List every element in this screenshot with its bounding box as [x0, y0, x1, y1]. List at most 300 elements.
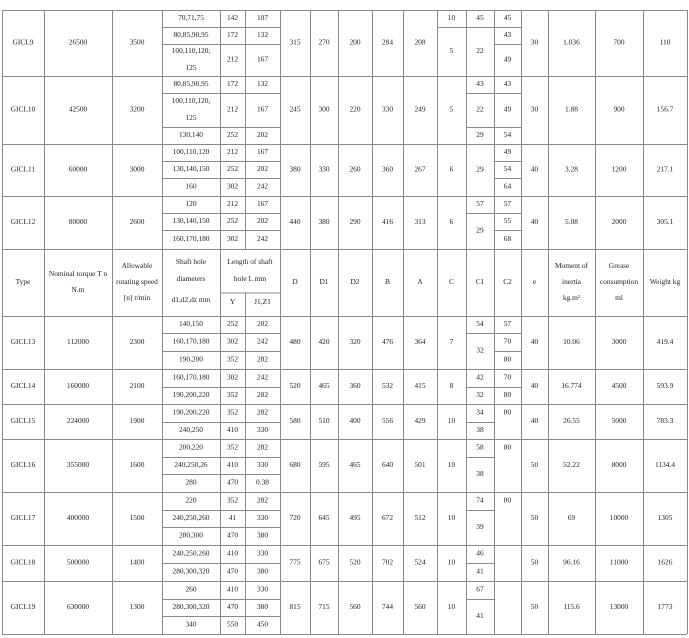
cell-C: 10: [447, 13, 456, 23]
cell-B: 416: [381, 217, 394, 227]
cell-shaft-diameter: 130,140: [178, 130, 204, 140]
cell-C2: 55: [503, 216, 512, 226]
cell-C1: 41: [476, 566, 484, 576]
cell-C2: 57: [503, 199, 512, 209]
header-y: Y: [229, 297, 236, 307]
cell-D1: 330: [318, 164, 330, 174]
cell-torque: 630000: [66, 602, 90, 612]
cell-grease: 4500: [611, 381, 627, 391]
cell-shaft-diameter: 160,170,180: [172, 372, 210, 382]
cell-e: 50: [530, 460, 539, 470]
cell-D2: 290: [349, 217, 361, 227]
cell-shaft-diameter: 340: [185, 619, 197, 629]
cell-B: 284: [381, 37, 394, 47]
cell-C2: 45: [503, 13, 512, 23]
cell-D: 380: [289, 164, 301, 174]
cell-length-y: 410: [226, 584, 239, 594]
cell-shaft-diameter: 190,200,220: [172, 407, 210, 417]
cell-length-y: 142: [226, 13, 239, 23]
cell-length-j1z1: 330: [256, 460, 269, 470]
cell-shaft-diameter: 260: [185, 584, 197, 594]
cell-C1: 43: [476, 79, 484, 89]
cell-shaft-diameter: 220: [185, 495, 197, 505]
cell-length-j1z1: 330: [256, 548, 269, 558]
cell-C1: 34: [476, 407, 484, 417]
cell-C2: 80: [503, 442, 512, 452]
cell-C1: 67: [476, 584, 484, 594]
cell-D1: 300: [318, 104, 330, 114]
cell-C2: 70: [503, 372, 512, 382]
cell-length-y: 212: [226, 147, 239, 157]
header-type: Type: [15, 277, 31, 287]
cell-length-y: 212: [226, 104, 239, 114]
cell-C1: 46: [476, 548, 484, 558]
cell-torque: 60000: [68, 164, 88, 174]
cell-B: 330: [381, 104, 394, 114]
cell-length-y: 252: [226, 319, 239, 329]
cell-grease: 900: [613, 104, 625, 114]
cell-length-y: 172: [226, 30, 239, 40]
cell-C1: 22: [476, 46, 484, 56]
cell-length-y: 470: [226, 602, 239, 612]
cell-speed: 3200: [129, 104, 145, 114]
cell-length-j1z1: 330: [256, 584, 269, 594]
header-speed: rotating speed: [116, 277, 158, 287]
cell-inertia: 26.55: [563, 416, 580, 426]
cell-inertia: 69: [567, 513, 576, 523]
cell-length-j1z1: 282: [256, 407, 269, 417]
cell-D2: 220: [349, 104, 361, 114]
cell-D: 580: [289, 416, 301, 426]
cell-torque: 80000: [68, 217, 88, 227]
header-C1: C1: [475, 277, 485, 287]
header-shaft-length: Length of shaft: [227, 257, 273, 267]
cell-C2: 80: [503, 495, 512, 505]
cell-length-j1z1: 380: [256, 566, 269, 576]
cell-shaft-diameter: 280,300,320: [172, 602, 210, 612]
cell-C: 5: [449, 104, 454, 114]
cell-torque: 400000: [66, 513, 90, 523]
cell-shaft-diameter: 280: [185, 477, 197, 487]
cell-shaft-diameter: 120: [185, 199, 197, 209]
cell-speed: 1400: [129, 557, 145, 567]
cell-type: GICL11: [10, 164, 36, 174]
cell-D2: 465: [349, 460, 361, 470]
cell-D1: 380: [318, 217, 330, 227]
cell-torque: 112000: [67, 337, 89, 347]
cell-D1: 510: [318, 416, 330, 426]
cell-inertia: 5.08: [565, 217, 578, 227]
cell-C: 6: [449, 164, 454, 174]
header-shaft-length: hole L mm: [233, 274, 267, 284]
cell-shaft-diameter: 80,85,90,95: [173, 30, 209, 40]
cell-e: 40: [530, 164, 539, 174]
cell-D1: 420: [318, 337, 330, 347]
cell-length-j1z1: 107: [256, 13, 269, 23]
table-cell-texts: [11, 13, 681, 629]
cell-length-j1z1: 282: [256, 354, 269, 364]
cell-length-y: 302: [226, 234, 239, 244]
cell-length-y: 302: [226, 336, 239, 346]
cell-B: 640: [381, 460, 394, 470]
cell-A: 267: [414, 164, 426, 174]
cell-length-j1z1: 132: [256, 79, 269, 89]
cell-D: 815: [289, 602, 301, 612]
cell-B: 744: [381, 602, 394, 612]
cell-shaft-diameter: 280,300,320: [172, 566, 210, 576]
header-grease: consumption: [599, 277, 639, 287]
cell-length-y: 302: [226, 372, 239, 382]
cell-e: 40: [530, 381, 539, 391]
header-torque: N.m: [71, 285, 85, 295]
header-D1: D1: [319, 277, 329, 287]
cell-length-y: 252: [226, 164, 239, 174]
cell-length-j1z1: 380: [256, 602, 269, 612]
cell-shaft-diameter: 240,250,260: [172, 548, 210, 558]
cell-D2: 560: [349, 602, 361, 612]
cell-e: 30: [530, 37, 539, 47]
cell-A: 560: [414, 602, 426, 612]
cell-A: 364: [414, 337, 426, 347]
cell-D2: 320: [349, 337, 361, 347]
cell-type: GICL9: [12, 37, 34, 47]
cell-e: 30: [530, 104, 539, 114]
cell-length-j1z1: 202: [256, 319, 269, 329]
cell-length-y: 410: [226, 460, 239, 470]
cell-D1: 675: [318, 557, 330, 567]
cell-C2: 80: [503, 354, 512, 364]
header-j1z1: J1,Z1: [254, 297, 271, 307]
cell-C1: 29: [476, 225, 484, 235]
header-D2: D2: [350, 277, 360, 287]
cell-C1: 32: [476, 345, 484, 355]
header-shaft-diam: Shaft hole: [175, 257, 207, 267]
cell-D2: 360: [349, 381, 361, 391]
cell-length-j1z1: 242: [256, 336, 269, 346]
cell-B: 532: [381, 381, 394, 391]
cell-length-j1z1: 330: [256, 425, 269, 435]
cell-inertia: 96.16: [563, 557, 580, 567]
cell-length-y: 470: [226, 566, 239, 576]
cell-C1: 38: [476, 425, 484, 435]
cell-speed: 1600: [129, 460, 145, 470]
cell-shaft-diameter: 200,220: [178, 442, 204, 452]
cell-speed: 1500: [129, 513, 145, 523]
header-inertia: Moment of: [554, 261, 589, 271]
cell-length-j1z1: 167: [256, 104, 269, 114]
table-grid-lines: [2, 10, 688, 635]
cell-C2: 80: [503, 390, 512, 400]
header-D: D: [292, 277, 298, 287]
cell-type: GICL10: [10, 104, 36, 114]
cell-length-y: 172: [226, 79, 239, 89]
header-grease: ml: [615, 293, 623, 303]
cell-C: 8: [449, 381, 454, 391]
cell-weight: 1773: [657, 602, 673, 612]
cell-C2: 70: [503, 336, 512, 346]
cell-shaft-diameter: 70,71,75: [178, 13, 204, 23]
cell-B: 702: [381, 557, 394, 567]
cell-length-y: 470: [226, 530, 239, 540]
cell-grease: 700: [613, 37, 625, 47]
cell-grease: 2000: [611, 217, 627, 227]
cell-A: 501: [414, 460, 426, 470]
cell-C1: 45: [476, 13, 484, 23]
cell-shaft-diameter: 100,110,120,: [171, 46, 211, 56]
cell-e: 40: [530, 337, 539, 347]
cell-torque: 42500: [68, 104, 88, 114]
cell-C1: 54: [476, 319, 484, 329]
cell-length-j1z1: 282: [256, 442, 269, 452]
cell-C: 6: [449, 217, 454, 227]
cell-C1: 38: [476, 469, 484, 479]
cell-D: 520: [289, 381, 301, 391]
cell-D2: 400: [349, 416, 361, 426]
cell-grease: 10000: [609, 513, 629, 523]
cell-length-j1z1: 132: [256, 30, 269, 40]
cell-weight: 217.1: [656, 164, 674, 174]
cell-inertia: 1.036: [563, 37, 580, 47]
cell-weight: 1626: [657, 557, 673, 567]
cell-D2: 495: [349, 513, 361, 523]
cell-speed: 3500: [129, 37, 145, 47]
cell-weight: 156.7: [656, 104, 674, 114]
cell-A: 524: [414, 557, 426, 567]
cell-D1: 595: [318, 460, 330, 470]
cell-weight: 110: [659, 37, 671, 47]
cell-length-y: 252: [226, 216, 239, 226]
cell-speed: 1900: [129, 416, 145, 426]
cell-D: 315: [289, 37, 301, 47]
cell-length-y: 352: [226, 407, 239, 417]
cell-C: 10: [447, 557, 456, 567]
cell-C1: 41: [476, 611, 484, 621]
cell-shaft-diameter: 240,250: [178, 425, 204, 435]
header-C2: C2: [503, 277, 512, 287]
header-B: B: [385, 277, 390, 287]
cell-type: GICL19: [10, 602, 36, 612]
cell-shaft-diameter: 160,170,180: [172, 336, 210, 346]
cell-weight: 1134.4: [654, 460, 676, 470]
cell-grease: 13000: [609, 602, 629, 612]
cell-length-y: 410: [226, 425, 239, 435]
cell-grease: 8000: [611, 460, 627, 470]
cell-torque: 355000: [66, 460, 90, 470]
cell-length-j1z1: 282: [256, 495, 269, 505]
cell-speed: 1300: [129, 602, 145, 612]
cell-type: GICL16: [10, 460, 36, 470]
cell-e: 40: [530, 217, 539, 227]
cell-D: 440: [289, 217, 301, 227]
cell-weight: 593.9: [656, 381, 674, 391]
cell-C2: 43: [503, 79, 512, 89]
cell-grease: 11000: [609, 557, 629, 567]
cell-shaft-diameter: 125: [185, 113, 197, 123]
cell-B: 476: [381, 337, 394, 347]
cell-C1: 22: [476, 104, 484, 114]
cell-length-j1z1: 380: [256, 530, 269, 540]
cell-length-y: 550: [226, 619, 239, 629]
cell-shaft-diameter: 280,300: [178, 530, 204, 540]
cell-shaft-diameter: 190,200: [178, 354, 204, 364]
cell-weight: 783.3: [656, 416, 674, 426]
cell-torque: 500000: [66, 557, 90, 567]
cell-C: 10: [447, 513, 456, 523]
cell-torque: 224000: [66, 416, 90, 426]
cell-D1: 270: [318, 37, 330, 47]
header-C: C: [449, 277, 454, 287]
cell-length-y: 41: [228, 513, 237, 523]
cell-C: 7: [449, 337, 454, 347]
cell-C2: 64: [503, 181, 512, 191]
cell-inertia: 10.06: [563, 337, 580, 347]
cell-type: GICL14: [10, 381, 36, 391]
cell-C1: 58: [476, 442, 484, 452]
cell-length-j1z1: 202: [256, 216, 269, 226]
cell-shaft-diameter: 130,140,150: [172, 164, 210, 174]
cell-e: 50: [530, 602, 539, 612]
cell-inertia: 115.6: [563, 602, 580, 612]
cell-C1: 42: [476, 372, 484, 382]
cell-C2: 54: [503, 130, 512, 140]
cell-B: 360: [381, 164, 394, 174]
cell-torque: 26500: [68, 37, 88, 47]
cell-length-j1z1: 167: [256, 147, 269, 157]
cell-type: GICL18: [10, 557, 36, 567]
cell-D: 680: [289, 460, 301, 470]
cell-shaft-diameter: 240,250,260: [172, 513, 210, 523]
cell-C1: 57: [476, 199, 484, 209]
cell-D: 775: [289, 557, 301, 567]
cell-type: GICL13: [10, 337, 36, 347]
cell-B: 556: [381, 416, 394, 426]
cell-A: 313: [414, 217, 426, 227]
cell-torque: 160000: [66, 381, 90, 391]
cell-C1: 39: [476, 522, 484, 532]
cell-C2: 57: [503, 319, 512, 329]
cell-length-j1z1: 167: [256, 54, 269, 64]
header-shaft-diam: d1,d2,dz mm: [171, 295, 211, 305]
cell-D2: 200: [349, 37, 361, 47]
cell-A: 249: [414, 104, 426, 114]
cell-B: 672: [381, 513, 394, 523]
cell-C2: 49: [503, 104, 512, 114]
cell-C2: 43: [503, 30, 512, 40]
cell-C1: 74: [476, 495, 484, 505]
cell-C1: 32: [476, 390, 484, 400]
cell-weight: 305.1: [656, 217, 674, 227]
cell-weight: 1305: [657, 513, 673, 523]
cell-weight: 419.4: [656, 337, 674, 347]
cell-type: GICL15: [10, 416, 36, 426]
cell-shaft-diameter: 190,200,220: [172, 390, 210, 400]
cell-C: 10: [447, 416, 456, 426]
cell-D2: 260: [349, 164, 361, 174]
cell-inertia: 1.88: [565, 104, 578, 114]
cell-shaft-diameter: 240,250,26: [174, 460, 208, 470]
cell-length-j1z1: 167: [256, 199, 269, 209]
cell-inertia: 3.28: [565, 164, 578, 174]
header-inertia: inertia: [562, 277, 581, 287]
cell-length-j1z1: 450: [256, 619, 269, 629]
cell-speed: 2300: [129, 337, 145, 347]
cell-length-j1z1: 242: [256, 372, 269, 382]
cell-shaft-diameter: 80,85,90,95: [173, 79, 209, 89]
cell-shaft-diameter: 160: [185, 181, 197, 191]
cell-D2: 520: [349, 557, 361, 567]
cell-C: 10: [447, 602, 456, 612]
header-speed: [n] r/min: [123, 293, 151, 303]
cell-C1: 29: [476, 130, 484, 140]
cell-length-j1z1: 242: [256, 181, 269, 191]
cell-length-y: 252: [226, 130, 239, 140]
cell-type: GICL12: [10, 217, 36, 227]
cell-shaft-diameter: 160,170,180: [172, 234, 210, 244]
cell-C2: 49: [503, 54, 512, 64]
cell-shaft-diameter: 130,140,150: [172, 216, 210, 226]
cell-length-y: 352: [226, 354, 239, 364]
cell-A: 512: [414, 513, 426, 523]
cell-D: 480: [289, 337, 301, 347]
cell-D1: 645: [318, 513, 330, 523]
cell-C2: 80: [503, 407, 512, 417]
header-speed: Allowable: [121, 261, 153, 271]
cell-length-y: 212: [226, 54, 239, 64]
cell-length-j1z1: 202: [256, 164, 269, 174]
cell-length-y: 302: [226, 181, 239, 191]
cell-length-y: 352: [226, 442, 239, 452]
cell-length-y: 410: [226, 548, 239, 558]
cell-D1: 465: [318, 381, 330, 391]
header-shaft-diam: diameters: [176, 274, 206, 284]
cell-grease: 3000: [611, 337, 627, 347]
cell-length-j1z1: 202: [256, 130, 269, 140]
cell-D: 720: [289, 513, 301, 523]
cell-speed: 2600: [129, 217, 145, 227]
header-inertia: kg.m²: [562, 293, 581, 303]
cell-speed: 2100: [129, 381, 145, 391]
header-torque: Nominal torque T n: [48, 269, 108, 279]
cell-length-y: 212: [226, 199, 239, 209]
cell-length-y: 352: [226, 390, 239, 400]
cell-e: 50: [530, 513, 539, 523]
cell-grease: 5000: [611, 416, 627, 426]
cell-e: 40: [530, 416, 539, 426]
cell-C: 10: [447, 460, 456, 470]
cell-length-j1z1: 282: [256, 390, 269, 400]
header-e: e: [532, 277, 537, 287]
cell-A: 208: [414, 37, 426, 47]
cell-inertia: 16.774: [561, 381, 582, 391]
cell-C2: 49: [503, 147, 512, 157]
cell-speed: 3000: [129, 164, 145, 174]
cell-shaft-diameter: 140,150: [178, 319, 204, 329]
cell-length-j1z1: 242: [256, 234, 269, 244]
cell-shaft-diameter: 100,110,120,: [171, 96, 211, 106]
cell-C2: 54: [503, 164, 512, 174]
header-weight: Weight kg: [649, 277, 681, 287]
cell-length-j1z1: 0.38: [256, 477, 269, 487]
cell-shaft-diameter: 100,110,120: [172, 147, 210, 157]
cell-D: 245: [289, 104, 301, 114]
cell-C2: 68: [503, 234, 512, 244]
header-A: A: [417, 277, 423, 287]
cell-shaft-diameter: 125: [185, 63, 197, 73]
cell-length-j1z1: 330: [256, 513, 269, 523]
cell-grease: 1200: [611, 164, 627, 174]
cell-length-y: 470: [226, 477, 239, 487]
cell-inertia: 52.22: [563, 460, 580, 470]
